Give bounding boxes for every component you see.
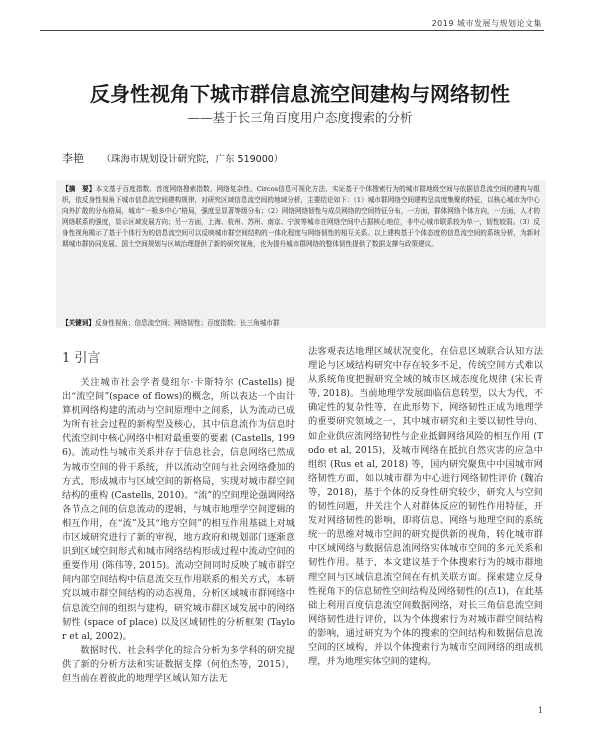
paper-subtitle: ——基于长三角百度用户态度搜索的分析 bbox=[187, 110, 413, 125]
author-line bbox=[62, 150, 283, 166]
body-paragraph: 关注城市社会学者曼纽尔·卡斯特尔 (Castells) 提出“流空间”(space of flows)的概念，所以表达一个由计算机网络构建的流动与空间原理中之间系，认为流动已成为所有社会过程的新构型及核心，其中信息流作为信息时代流空间中核心网络中相对最重要的要素 (Castells, 1996)。流动性与城市关系并存于信息社会，信息网络已然成为城市空间的骨干系统，并以流动空间与社会网络叠加的方式，形成城市与区域空间的新格局，实现对城市群空间结构的重构 (Castells, 2010)。“流”的空间理论强调网络各节点之间的信息流动的逻辑，与城市地理学空间逻辑的相互作用，在“流”及其“地方空间”的相互作用基础上对城市区域研究进行了新的审视，地方政府和规划部门逐渐意识到区域空间形式和城市网络结构形成过程中流动空间的重要作用 (陈伟等, 2015)。流动空间同时反映了城市群空间内部空间结构中信息流交互作用联系的相关方式，本研究以城市群空间结构的动态视角，分析区域城市群网络中信息流空间的组织与建构，研究城市群区域发展中的网络韧性 (space of place) 以及区域韧性的分析框架 (Taylor et al, 2002)。 bbox=[62, 377, 295, 642]
keywords-label: 【关键词】 bbox=[62, 319, 95, 327]
abstract-label: 【摘 要】 bbox=[62, 185, 96, 193]
paper-title: 反身性视角下城市群信息流空间建构与网络韧性 bbox=[90, 82, 510, 106]
body-paragraph: 法客观表达地理区域状况变化，在信息区域联合认知方法理论与区域结构研究中存在较多不足，传统空间方式难以从系统角度把握研究全域的城市区域态度化规律 (宋长青等, 2018)。当前地理学发展面临信息转型，以大为代，不确定性的复杂性等，在此形势下，网络韧性正成为地理学的重要研究领域之一，其中城市研究和主要以韧性导向、如企业供应流网络韧性与企业抵御网络风险的相互作用 (Todo et al, 2015)，及城市网络在抵抗自然灾害的应急中组织 (Rus et al, 2018) 等，国内研究聚焦中中国城市网络韧性方面，如以城市群为中心进行网络韧性评价 (魏冶等，2018)，基于个体的反身性研究较少，研究人与空间的韧性问题，并关注个人对群体反应的韧性作用特征，开发对网络韧性的影响，即将信息、网络与地理空间的系统统一的思维对城市空间的研究提供新的视角，转化城市群中区域网络与数据信息流网络实体城市空间的多元关系和韧性作用。基于，本文建议基于个体搜索行为的城市群地理空间与区域信息流空间在有机关联方面。探索建立反身性视角下的信息韧性空间结构及网络韧性的(点1)，在此基础上利用百度信息流空间数据网络，对长三角信息流空间网络韧性进行评价，以为个体搜索行为对城市群空间结构的影响，通过研究为个体的搜索的空间结构和数据信息流空间的区域构，并以个体搜索行为城市空间网络的组成机理，并为地理实体空间的建构。 bbox=[308, 346, 543, 668]
abstract-text: 本文基于百度指数、首度网络搜索指数、网络复杂性、Circos信息可视化方法、实证基于个体搜索行为的城市群地级空间与依据信息流空间的建构与组织，依反身性视角下城市信息流空间建构规律，对研究区域信息流空间的地域分析，主要结论如下：（1）城市群网络空间建构呈高度集聚的特征，以核心城市为中心向外扩散的分布格局，城市“一极多中心”格局，强度呈显著等级分布；（2）网络网络韧性与成员网络的空间特征分布，一方面，群体网络个体方向，一方面，人才的网络联系的强度，显示区域发展方向；另一方面，上海、杭州、苏州、南京、宁波等城市在网络空间中占据核心地位，非中心城市联系较为单一，韧性较弱。（3）反身性视角揭示了基于个体行为的信息流空间可以反映城市群空间结构的一体化程度与网络韧性的相互关系。以上建构基于个体态度的信息流空间的系统分析，为新时期城市群协同发展、国土空间规划与区域治理提供了新的研究视角，也为提升城市群网络的整体韧性提供了数据支撑与政策建议。 bbox=[62, 185, 540, 248]
right-column bbox=[308, 345, 543, 669]
running-header: 2019 城市发展与规划论文集 bbox=[431, 19, 542, 28]
body-paragraph: 数据时代、社会科学化的综合分析为多学科的研究提供了新的分析方法和实证数据支撑（何伯杰等，2015），但当前在着彼此的地理学区域认知方法无 bbox=[62, 644, 295, 684]
section-heading: 1 引言 bbox=[62, 351, 101, 366]
header-rule bbox=[40, 30, 544, 31]
abstract bbox=[62, 184, 540, 249]
page-number: 1 bbox=[538, 706, 544, 715]
left-column bbox=[62, 376, 295, 686]
author-name: 李艳 bbox=[62, 152, 84, 165]
keywords bbox=[62, 318, 540, 328]
keywords-text: 反身性视角；信息流空间；网络韧性；百度指数；长三角城市群 bbox=[94, 319, 280, 327]
author-affiliation: （珠海市规划设计研究院，广东 519000） bbox=[101, 154, 284, 165]
